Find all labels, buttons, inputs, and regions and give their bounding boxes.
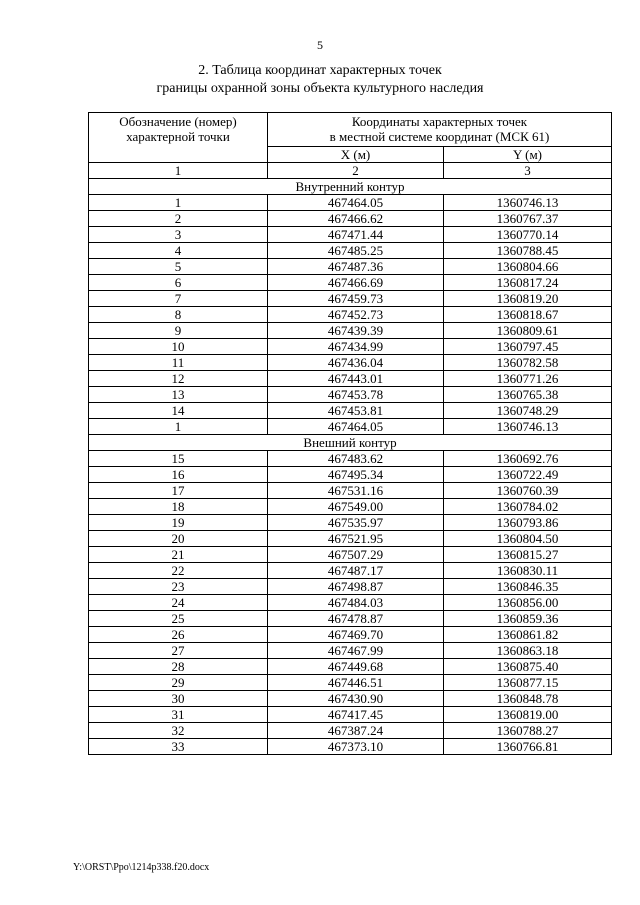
point-number-cell: 22 xyxy=(89,563,268,579)
y-coordinate-cell: 1360784.02 xyxy=(444,499,612,515)
x-coordinate-cell: 467484.03 xyxy=(268,595,444,611)
y-coordinate-cell: 1360809.61 xyxy=(444,323,612,339)
table-row xyxy=(89,675,612,691)
x-coordinate-cell: 467467.99 xyxy=(268,643,444,659)
table-row xyxy=(89,291,612,307)
y-coordinate-cell: 1360748.29 xyxy=(444,403,612,419)
point-number-cell: 28 xyxy=(89,659,268,675)
header-coordinates-group: Координаты характерных точек в местной системе координат (МСК 61) xyxy=(268,113,612,147)
numbering-cell: 3 xyxy=(444,163,612,179)
point-number-cell: 18 xyxy=(89,499,268,515)
page-number: 5 xyxy=(317,38,323,52)
table-row xyxy=(89,739,612,755)
y-coordinate-cell: 1360877.15 xyxy=(444,675,612,691)
point-number-cell: 19 xyxy=(89,515,268,531)
y-coordinate-cell: 1360770.14 xyxy=(444,227,612,243)
table-row xyxy=(89,483,612,499)
point-number-cell: 29 xyxy=(89,675,268,691)
document-title xyxy=(0,62,640,98)
x-coordinate-cell: 467521.95 xyxy=(268,531,444,547)
table-row xyxy=(89,515,612,531)
point-number-cell: 14 xyxy=(89,403,268,419)
numbering-row xyxy=(89,163,612,179)
point-number-cell: 3 xyxy=(89,227,268,243)
title-line-1: 2. Таблица координат характерных точек xyxy=(198,63,442,78)
table-row xyxy=(89,419,612,435)
table-row xyxy=(89,371,612,387)
table-row xyxy=(89,195,612,211)
x-coordinate-cell: 467452.73 xyxy=(268,307,444,323)
x-coordinate-cell: 467430.90 xyxy=(268,691,444,707)
x-coordinate-cell: 467549.00 xyxy=(268,499,444,515)
table-row xyxy=(89,451,612,467)
header-y: Y (м) xyxy=(444,147,612,163)
x-coordinate-cell: 467485.25 xyxy=(268,243,444,259)
point-number-cell: 7 xyxy=(89,291,268,307)
point-number-cell: 8 xyxy=(89,307,268,323)
x-coordinate-cell: 467387.24 xyxy=(268,723,444,739)
x-coordinate-cell: 467464.05 xyxy=(268,195,444,211)
x-coordinate-cell: 467498.87 xyxy=(268,579,444,595)
table-row xyxy=(89,579,612,595)
x-coordinate-cell: 467417.45 xyxy=(268,707,444,723)
table-row xyxy=(89,659,612,675)
point-number-cell: 23 xyxy=(89,579,268,595)
x-coordinate-cell: 467373.10 xyxy=(268,739,444,755)
x-coordinate-cell: 467464.05 xyxy=(268,419,444,435)
point-number-cell: 12 xyxy=(89,371,268,387)
y-coordinate-cell: 1360782.58 xyxy=(444,355,612,371)
x-coordinate-cell: 467436.04 xyxy=(268,355,444,371)
x-coordinate-cell: 467535.97 xyxy=(268,515,444,531)
y-coordinate-cell: 1360863.18 xyxy=(444,643,612,659)
table-row xyxy=(89,563,612,579)
x-coordinate-cell: 467483.62 xyxy=(268,451,444,467)
point-number-cell: 10 xyxy=(89,339,268,355)
header-x: X (м) xyxy=(268,147,444,163)
point-number-cell: 31 xyxy=(89,707,268,723)
y-coordinate-cell: 1360804.66 xyxy=(444,259,612,275)
point-number-cell: 16 xyxy=(89,467,268,483)
table-row xyxy=(89,355,612,371)
section-row xyxy=(89,435,612,451)
header-point-designation: Обозначение (номер) характерной точки xyxy=(89,113,268,163)
table-row xyxy=(89,387,612,403)
table-body xyxy=(89,179,612,755)
table-row xyxy=(89,307,612,323)
point-number-cell: 1 xyxy=(89,195,268,211)
x-coordinate-cell: 467434.99 xyxy=(268,339,444,355)
point-number-cell: 32 xyxy=(89,723,268,739)
x-coordinate-cell: 467487.36 xyxy=(268,259,444,275)
y-coordinate-cell: 1360788.27 xyxy=(444,723,612,739)
y-coordinate-cell: 1360797.45 xyxy=(444,339,612,355)
x-coordinate-cell: 467459.73 xyxy=(268,291,444,307)
y-coordinate-cell: 1360818.67 xyxy=(444,307,612,323)
x-coordinate-cell: 467453.81 xyxy=(268,403,444,419)
y-coordinate-cell: 1360766.81 xyxy=(444,739,612,755)
x-coordinate-cell: 467507.29 xyxy=(268,547,444,563)
table-row xyxy=(89,243,612,259)
x-coordinate-cell: 467453.78 xyxy=(268,387,444,403)
x-coordinate-cell: 467443.01 xyxy=(268,371,444,387)
x-coordinate-cell: 467466.69 xyxy=(268,275,444,291)
point-number-cell: 21 xyxy=(89,547,268,563)
table-row xyxy=(89,595,612,611)
y-coordinate-cell: 1360760.39 xyxy=(444,483,612,499)
point-number-cell: 33 xyxy=(89,739,268,755)
table-row xyxy=(89,723,612,739)
table-row xyxy=(89,643,612,659)
numbering-cell: 2 xyxy=(268,163,444,179)
table-row xyxy=(89,499,612,515)
point-number-cell: 6 xyxy=(89,275,268,291)
table-row xyxy=(89,227,612,243)
y-coordinate-cell: 1360819.00 xyxy=(444,707,612,723)
x-coordinate-cell: 467471.44 xyxy=(268,227,444,243)
point-number-cell: 27 xyxy=(89,643,268,659)
point-number-cell: 25 xyxy=(89,611,268,627)
point-number-cell: 26 xyxy=(89,627,268,643)
table-row xyxy=(89,547,612,563)
y-coordinate-cell: 1360861.82 xyxy=(444,627,612,643)
x-coordinate-cell: 467487.17 xyxy=(268,563,444,579)
x-coordinate-cell: 467466.62 xyxy=(268,211,444,227)
file-path-footer: Y:\ORST\Ppo\1214p338.f20.docx xyxy=(73,862,210,873)
table-row xyxy=(89,707,612,723)
table-row xyxy=(89,403,612,419)
table-row xyxy=(89,531,612,547)
y-coordinate-cell: 1360875.40 xyxy=(444,659,612,675)
point-number-cell: 1 xyxy=(89,419,268,435)
y-coordinate-cell: 1360819.20 xyxy=(444,291,612,307)
y-coordinate-cell: 1360788.45 xyxy=(444,243,612,259)
y-coordinate-cell: 1360771.26 xyxy=(444,371,612,387)
y-coordinate-cell: 1360804.50 xyxy=(444,531,612,547)
y-coordinate-cell: 1360746.13 xyxy=(444,195,612,211)
y-coordinate-cell: 1360848.78 xyxy=(444,691,612,707)
x-coordinate-cell: 467439.39 xyxy=(268,323,444,339)
table-row xyxy=(89,323,612,339)
point-number-cell: 13 xyxy=(89,387,268,403)
y-coordinate-cell: 1360846.35 xyxy=(444,579,612,595)
numbering-cell: 1 xyxy=(89,163,268,179)
section-title: Внешний контур xyxy=(89,435,612,451)
y-coordinate-cell: 1360817.24 xyxy=(444,275,612,291)
x-coordinate-cell: 467478.87 xyxy=(268,611,444,627)
table-row xyxy=(89,339,612,355)
y-coordinate-cell: 1360765.38 xyxy=(444,387,612,403)
y-coordinate-cell: 1360856.00 xyxy=(444,595,612,611)
section-title: Внутренний контур xyxy=(89,179,612,195)
x-coordinate-cell: 467531.16 xyxy=(268,483,444,499)
section-row xyxy=(89,179,612,195)
y-coordinate-cell: 1360722.49 xyxy=(444,467,612,483)
table-row xyxy=(89,259,612,275)
table-row xyxy=(89,275,612,291)
y-coordinate-cell: 1360746.13 xyxy=(444,419,612,435)
table-row xyxy=(89,211,612,227)
header-row-1 xyxy=(89,113,612,147)
y-coordinate-cell: 1360830.11 xyxy=(444,563,612,579)
point-number-cell: 2 xyxy=(89,211,268,227)
x-coordinate-cell: 467469.70 xyxy=(268,627,444,643)
point-number-cell: 15 xyxy=(89,451,268,467)
x-coordinate-cell: 467449.68 xyxy=(268,659,444,675)
title-line-2: границы охранной зоны объекта культурного наследия xyxy=(156,81,484,96)
point-number-cell: 11 xyxy=(89,355,268,371)
point-number-cell: 9 xyxy=(89,323,268,339)
table-row xyxy=(89,467,612,483)
point-number-cell: 20 xyxy=(89,531,268,547)
y-coordinate-cell: 1360692.76 xyxy=(444,451,612,467)
x-coordinate-cell: 467446.51 xyxy=(268,675,444,691)
y-coordinate-cell: 1360793.86 xyxy=(444,515,612,531)
point-number-cell: 30 xyxy=(89,691,268,707)
table-row xyxy=(89,627,612,643)
point-number-cell: 24 xyxy=(89,595,268,611)
point-number-cell: 17 xyxy=(89,483,268,499)
table-row xyxy=(89,611,612,627)
y-coordinate-cell: 1360815.27 xyxy=(444,547,612,563)
coordinates-table xyxy=(88,112,612,755)
point-number-cell: 4 xyxy=(89,243,268,259)
point-number-cell: 5 xyxy=(89,259,268,275)
x-coordinate-cell: 467495.34 xyxy=(268,467,444,483)
y-coordinate-cell: 1360767.37 xyxy=(444,211,612,227)
y-coordinate-cell: 1360859.36 xyxy=(444,611,612,627)
table-row xyxy=(89,691,612,707)
